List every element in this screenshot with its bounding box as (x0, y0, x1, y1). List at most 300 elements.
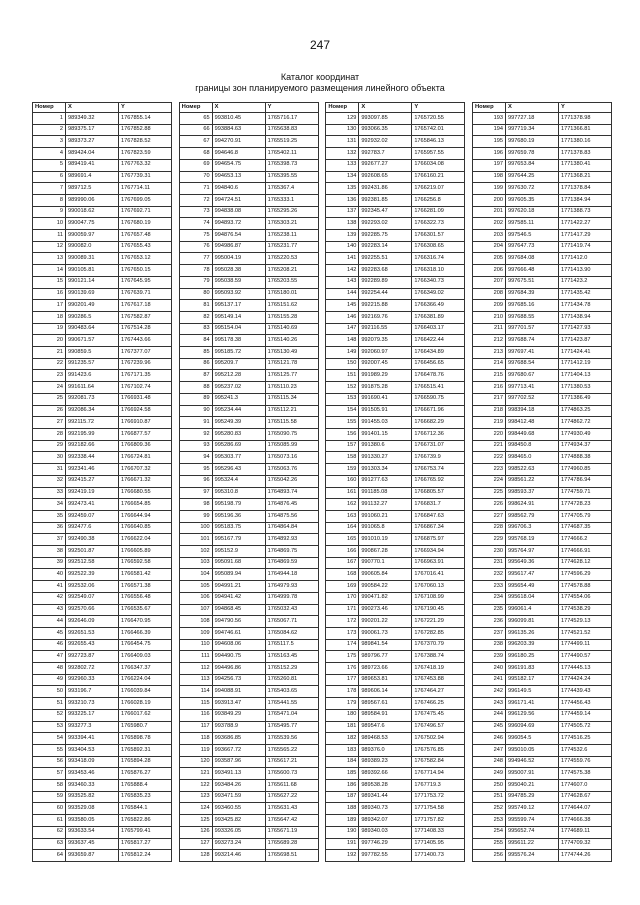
coord-y: 1765117.5 (265, 639, 318, 651)
header-y: Y (558, 103, 611, 113)
point-number: 59 (33, 791, 66, 803)
point-number: 33 (33, 487, 66, 499)
coord-y: 1766318.10 (412, 265, 465, 277)
coord-y: 1766644.94 (119, 510, 172, 522)
coord-x: 990605.84 (359, 569, 412, 581)
table-row (472, 393, 611, 405)
coord-y: 1765539.56 (265, 733, 318, 745)
table-row (179, 546, 318, 558)
point-number: 198 (472, 171, 505, 183)
table-row (33, 370, 172, 382)
table-row (472, 253, 611, 265)
point-number: 195 (472, 136, 505, 148)
table-row (179, 768, 318, 780)
coord-x: 989349.32 (66, 113, 119, 125)
point-number: 43 (33, 604, 66, 616)
point-number: 245 (472, 721, 505, 733)
point-number: 16 (33, 288, 66, 300)
coord-y: 1765238.11 (265, 230, 318, 242)
coord-y: 1767282.85 (412, 627, 465, 639)
point-number: 186 (326, 780, 359, 792)
point-number: 229 (472, 534, 505, 546)
coord-y: 1765647.42 (265, 815, 318, 827)
coord-x: 995599.74 (505, 815, 558, 827)
coord-y: 1766910.87 (119, 417, 172, 429)
coord-x: 995764.97 (505, 546, 558, 558)
coord-x: 995296.43 (212, 464, 265, 476)
point-number: 224 (472, 475, 505, 487)
coord-x: 991611.64 (66, 382, 119, 394)
table-row (326, 370, 465, 382)
point-number: 225 (472, 487, 505, 499)
coord-y: 1766017.62 (119, 709, 172, 721)
table-row (33, 382, 172, 394)
coord-x: 992285.75 (359, 230, 412, 242)
coord-y: 1771434.78 (558, 300, 611, 312)
coord-y: 1774728.23 (558, 499, 611, 511)
coord-y: 1767377.07 (119, 347, 172, 359)
coord-y: 1774456.43 (558, 698, 611, 710)
table-row (326, 230, 465, 242)
table-row (472, 826, 611, 838)
coord-x: 994785.29 (505, 791, 558, 803)
coord-x: 995310.8 (212, 487, 265, 499)
coord-y: 1767190.45 (412, 604, 465, 616)
coord-y: 1771413.90 (558, 265, 611, 277)
coord-x: 991277.63 (359, 475, 412, 487)
table-row (326, 674, 465, 686)
coord-x: 991330.27 (359, 452, 412, 464)
coord-x: 996171.41 (505, 698, 558, 710)
coord-x: 989340.73 (359, 803, 412, 815)
coord-x: 989341.44 (359, 791, 412, 803)
coord-x: 994941.42 (212, 592, 265, 604)
coord-y: 1767370.79 (412, 639, 465, 651)
coord-y: 1771757.82 (412, 815, 465, 827)
table-row (326, 663, 465, 675)
coord-x: 995212.28 (212, 370, 265, 382)
coord-x: 994496.86 (212, 663, 265, 675)
point-number: 121 (179, 768, 212, 780)
coord-x: 995167.79 (212, 534, 265, 546)
table-row (179, 803, 318, 815)
coord-y: 1765333.1 (265, 194, 318, 206)
table-row (472, 347, 611, 359)
table-row (179, 370, 318, 382)
table-row (179, 674, 318, 686)
coord-x: 996099.81 (505, 616, 558, 628)
coord-x: 997620.18 (505, 206, 558, 218)
table-row (33, 300, 172, 312)
coord-y: 1765698.51 (265, 850, 318, 862)
table-row (472, 768, 611, 780)
coordinate-table-1 (32, 102, 172, 862)
coord-x: 994790.56 (212, 616, 265, 628)
point-number: 254 (472, 826, 505, 838)
coord-x: 991690.41 (359, 393, 412, 405)
coord-x: 992651.53 (66, 627, 119, 639)
table-row (33, 194, 172, 206)
table-row (33, 487, 172, 499)
coord-y: 1774759.71 (558, 487, 611, 499)
coord-x: 991401.15 (359, 428, 412, 440)
document-title (0, 72, 640, 94)
table-row (179, 241, 318, 253)
coord-x: 989723.66 (359, 663, 412, 675)
coord-x: 997701.57 (505, 323, 558, 335)
coord-y: 1765151.62 (265, 300, 318, 312)
table-row (326, 803, 465, 815)
point-number: 122 (179, 780, 212, 792)
table-row (472, 581, 611, 593)
point-number: 38 (33, 546, 66, 558)
coord-x: 989342.07 (359, 815, 412, 827)
coord-y: 1766556.48 (119, 592, 172, 604)
point-number: 179 (326, 698, 359, 710)
coord-x: 995004.19 (212, 253, 265, 265)
coord-x: 995649.36 (505, 557, 558, 569)
coord-y: 1766034.08 (412, 159, 465, 171)
coord-x: 995303.77 (212, 452, 265, 464)
coord-y: 1767650.15 (119, 265, 172, 277)
table-row (326, 639, 465, 651)
coord-y: 1765090.75 (265, 428, 318, 440)
table-row (179, 698, 318, 710)
point-number: 143 (326, 276, 359, 288)
coord-x: 998624.91 (505, 499, 558, 511)
point-number: 157 (326, 440, 359, 452)
point-number: 176 (326, 663, 359, 675)
coord-x: 995209.7 (212, 358, 265, 370)
point-number: 204 (472, 241, 505, 253)
coord-x: 995249.39 (212, 417, 265, 429)
coord-y: 1771380.41 (558, 159, 611, 171)
point-number: 246 (472, 733, 505, 745)
table-row (33, 756, 172, 768)
coord-y: 1767699.05 (119, 194, 172, 206)
coord-y: 1765957.55 (412, 148, 465, 160)
point-number: 3 (33, 136, 66, 148)
title-line-1: Каталог координат (280, 72, 360, 82)
table-row (179, 791, 318, 803)
coord-x: 990121.14 (66, 276, 119, 288)
point-number: 242 (472, 686, 505, 698)
point-number: 137 (326, 206, 359, 218)
table-row (179, 417, 318, 429)
table-row (33, 744, 172, 756)
point-number: 133 (326, 159, 359, 171)
coord-x: 996054.5 (505, 733, 558, 745)
coord-x: 991423.6 (66, 370, 119, 382)
point-number: 57 (33, 768, 66, 780)
coord-x: 992677.27 (359, 159, 412, 171)
point-number: 119 (179, 744, 212, 756)
coord-y: 1765260.81 (265, 674, 318, 686)
header-number: Номер (472, 103, 505, 113)
table-row (326, 522, 465, 534)
coord-x: 992522.39 (66, 569, 119, 581)
coord-y: 1766875.97 (412, 534, 465, 546)
point-number: 86 (179, 358, 212, 370)
table-row (33, 780, 172, 792)
coord-y: 1774445.13 (558, 663, 611, 675)
coord-x: 993097.85 (359, 113, 412, 125)
point-number: 17 (33, 300, 66, 312)
coord-x: 994876.54 (212, 230, 265, 242)
coord-x: 995185.72 (212, 347, 265, 359)
table-row (33, 136, 172, 148)
table-row (472, 323, 611, 335)
table-row (33, 124, 172, 136)
point-number: 228 (472, 522, 505, 534)
point-number: 36 (33, 522, 66, 534)
table-row (472, 616, 611, 628)
table-row (33, 826, 172, 838)
coord-x: 994946.52 (505, 756, 558, 768)
coord-y: 1765812.24 (119, 850, 172, 862)
coord-x: 992415.27 (66, 475, 119, 487)
point-number: 249 (472, 768, 505, 780)
coord-y: 1767719.3 (412, 780, 465, 792)
point-number: 2 (33, 124, 66, 136)
point-number: 190 (326, 826, 359, 838)
table-row (326, 183, 465, 195)
point-number: 149 (326, 347, 359, 359)
point-number: 64 (33, 850, 66, 862)
coord-x: 993273.24 (212, 838, 265, 850)
table-row (179, 581, 318, 593)
point-number: 96 (179, 475, 212, 487)
coord-y: 1771400.73 (412, 850, 465, 862)
point-number: 170 (326, 592, 359, 604)
coord-y: 1771380.53 (558, 382, 611, 394)
coord-x: 990483.64 (66, 323, 119, 335)
coord-y: 1767514.28 (119, 323, 172, 335)
coord-x: 996706.3 (505, 522, 558, 534)
coord-y: 1766867.34 (412, 522, 465, 534)
coord-x: 996180.25 (505, 651, 558, 663)
table-row (326, 335, 465, 347)
point-number: 192 (326, 850, 359, 862)
coord-x: 992079.35 (359, 335, 412, 347)
table-row (179, 335, 318, 347)
point-number: 42 (33, 592, 66, 604)
table-row (33, 733, 172, 745)
coord-y: 1766434.89 (412, 347, 465, 359)
coord-x: 997675.51 (505, 276, 558, 288)
table-row (179, 148, 318, 160)
coord-x: 990584.22 (359, 581, 412, 593)
point-number: 207 (472, 276, 505, 288)
coord-x: 993453.46 (66, 768, 119, 780)
coord-y: 1771404.13 (558, 370, 611, 382)
coord-x: 990867.28 (359, 546, 412, 558)
point-number: 184 (326, 756, 359, 768)
coord-x: 996129.56 (505, 709, 558, 721)
coord-y: 1766160.21 (412, 171, 465, 183)
coord-x: 989990.06 (66, 194, 119, 206)
header-x: X (212, 103, 265, 113)
coord-x: 995093.92 (212, 288, 265, 300)
point-number: 46 (33, 639, 66, 651)
table-row (326, 651, 465, 663)
point-number: 145 (326, 300, 359, 312)
coord-x: 993491.13 (212, 768, 265, 780)
coord-y: 1766724.81 (119, 452, 172, 464)
table-row (33, 276, 172, 288)
coord-x: 989392.66 (359, 768, 412, 780)
coord-x: 992115.72 (66, 417, 119, 429)
point-number: 47 (33, 651, 66, 663)
coord-x: 992341.46 (66, 464, 119, 476)
point-number: 19 (33, 323, 66, 335)
coord-x: 989567.61 (359, 698, 412, 710)
point-number: 40 (33, 569, 66, 581)
coord-x: 991303.34 (359, 464, 412, 476)
coord-x: 998522.63 (505, 464, 558, 476)
point-number: 22 (33, 358, 66, 370)
point-number: 97 (179, 487, 212, 499)
coord-y: 1774786.94 (558, 475, 611, 487)
coord-y: 1766403.17 (412, 323, 465, 335)
point-number: 217 (472, 393, 505, 405)
coordinate-table-4 (472, 102, 612, 862)
table-row (179, 300, 318, 312)
point-number: 34 (33, 499, 66, 511)
coord-x: 993394.41 (66, 733, 119, 745)
coord-y: 1774554.06 (558, 592, 611, 604)
point-number: 154 (326, 405, 359, 417)
table-row (326, 171, 465, 183)
point-number: 24 (33, 382, 66, 394)
coord-x: 995286.69 (212, 440, 265, 452)
point-number: 134 (326, 171, 359, 183)
point-number: 161 (326, 487, 359, 499)
coord-y: 1771419.74 (558, 241, 611, 253)
coord-x: 990061.73 (359, 627, 412, 639)
point-number: 62 (33, 826, 66, 838)
coord-y: 1774744.26 (558, 850, 611, 862)
table-row (472, 194, 611, 206)
coord-x: 993913.47 (212, 698, 265, 710)
coord-x: 993066.35 (359, 124, 412, 136)
coord-y: 1771417.29 (558, 230, 611, 242)
point-number: 89 (179, 393, 212, 405)
table-row (326, 464, 465, 476)
coord-y: 1767655.43 (119, 241, 172, 253)
coord-x: 991455.03 (359, 417, 412, 429)
point-number: 108 (179, 616, 212, 628)
coord-y: 1774705.79 (558, 510, 611, 522)
point-number: 155 (326, 417, 359, 429)
coord-x: 989340.03 (359, 826, 412, 838)
table-row (33, 253, 172, 265)
point-number: 156 (326, 428, 359, 440)
coord-x: 993659.87 (66, 850, 119, 862)
coord-x: 995198.79 (212, 499, 265, 511)
coord-y: 1765876.27 (119, 768, 172, 780)
coord-y: 1766847.63 (412, 510, 465, 522)
coord-y: 1766456.65 (412, 358, 465, 370)
point-number: 28 (33, 428, 66, 440)
coord-x: 992723.87 (66, 651, 119, 663)
coord-x: 995654.49 (505, 581, 558, 593)
point-number: 219 (472, 417, 505, 429)
coord-y: 1774628.67 (558, 791, 611, 803)
coord-x: 997647.73 (505, 241, 558, 253)
coord-y: 1767453.88 (412, 674, 465, 686)
point-number: 11 (33, 230, 66, 242)
coord-y: 1767466.25 (412, 698, 465, 710)
point-number: 63 (33, 838, 66, 850)
coordinate-table-3 (325, 102, 465, 862)
table-row (326, 358, 465, 370)
coord-y: 1771408.33 (412, 826, 465, 838)
table-row (472, 698, 611, 710)
table-row (472, 569, 611, 581)
table-row (326, 569, 465, 581)
table-row (326, 218, 465, 230)
coord-x: 993471.59 (212, 791, 265, 803)
coord-x: 998394.18 (505, 405, 558, 417)
table-row (179, 569, 318, 581)
point-number: 139 (326, 230, 359, 242)
coord-y: 1766877.57 (119, 428, 172, 440)
coord-y: 1774424.24 (558, 674, 611, 686)
point-number: 77 (179, 253, 212, 265)
coord-y: 1771378.84 (558, 183, 611, 195)
point-number: 66 (179, 124, 212, 136)
point-number: 180 (326, 709, 359, 721)
point-number: 29 (33, 440, 66, 452)
table-row (472, 534, 611, 546)
point-number: 87 (179, 370, 212, 382)
coord-x: 992116.55 (359, 323, 412, 335)
table-row (472, 300, 611, 312)
table-row (33, 581, 172, 593)
table-row (179, 113, 318, 125)
table-row (179, 159, 318, 171)
point-number: 123 (179, 791, 212, 803)
point-number: 25 (33, 393, 66, 405)
coord-x: 993810.45 (212, 113, 265, 125)
point-number: 52 (33, 709, 66, 721)
table-row (33, 534, 172, 546)
coord-x: 993484.26 (212, 780, 265, 792)
table-row (179, 627, 318, 639)
table-row (179, 686, 318, 698)
point-number: 12 (33, 241, 66, 253)
coord-y: 1765231.77 (265, 241, 318, 253)
table-row (179, 428, 318, 440)
table-row (33, 230, 172, 242)
point-number: 208 (472, 288, 505, 300)
table-row (326, 417, 465, 429)
coord-x: 994490.75 (212, 651, 265, 663)
header-number: Номер (179, 103, 212, 113)
point-number: 113 (179, 674, 212, 686)
coord-x: 993667.72 (212, 744, 265, 756)
coord-y: 1765495.77 (265, 721, 318, 733)
point-number: 8 (33, 194, 66, 206)
table-row (33, 218, 172, 230)
coord-y: 1767221.29 (412, 616, 465, 628)
table-row (326, 709, 465, 721)
coord-x: 989376.0 (359, 744, 412, 756)
table-row (179, 323, 318, 335)
coord-x: 997727.18 (505, 113, 558, 125)
point-number: 104 (179, 569, 212, 581)
